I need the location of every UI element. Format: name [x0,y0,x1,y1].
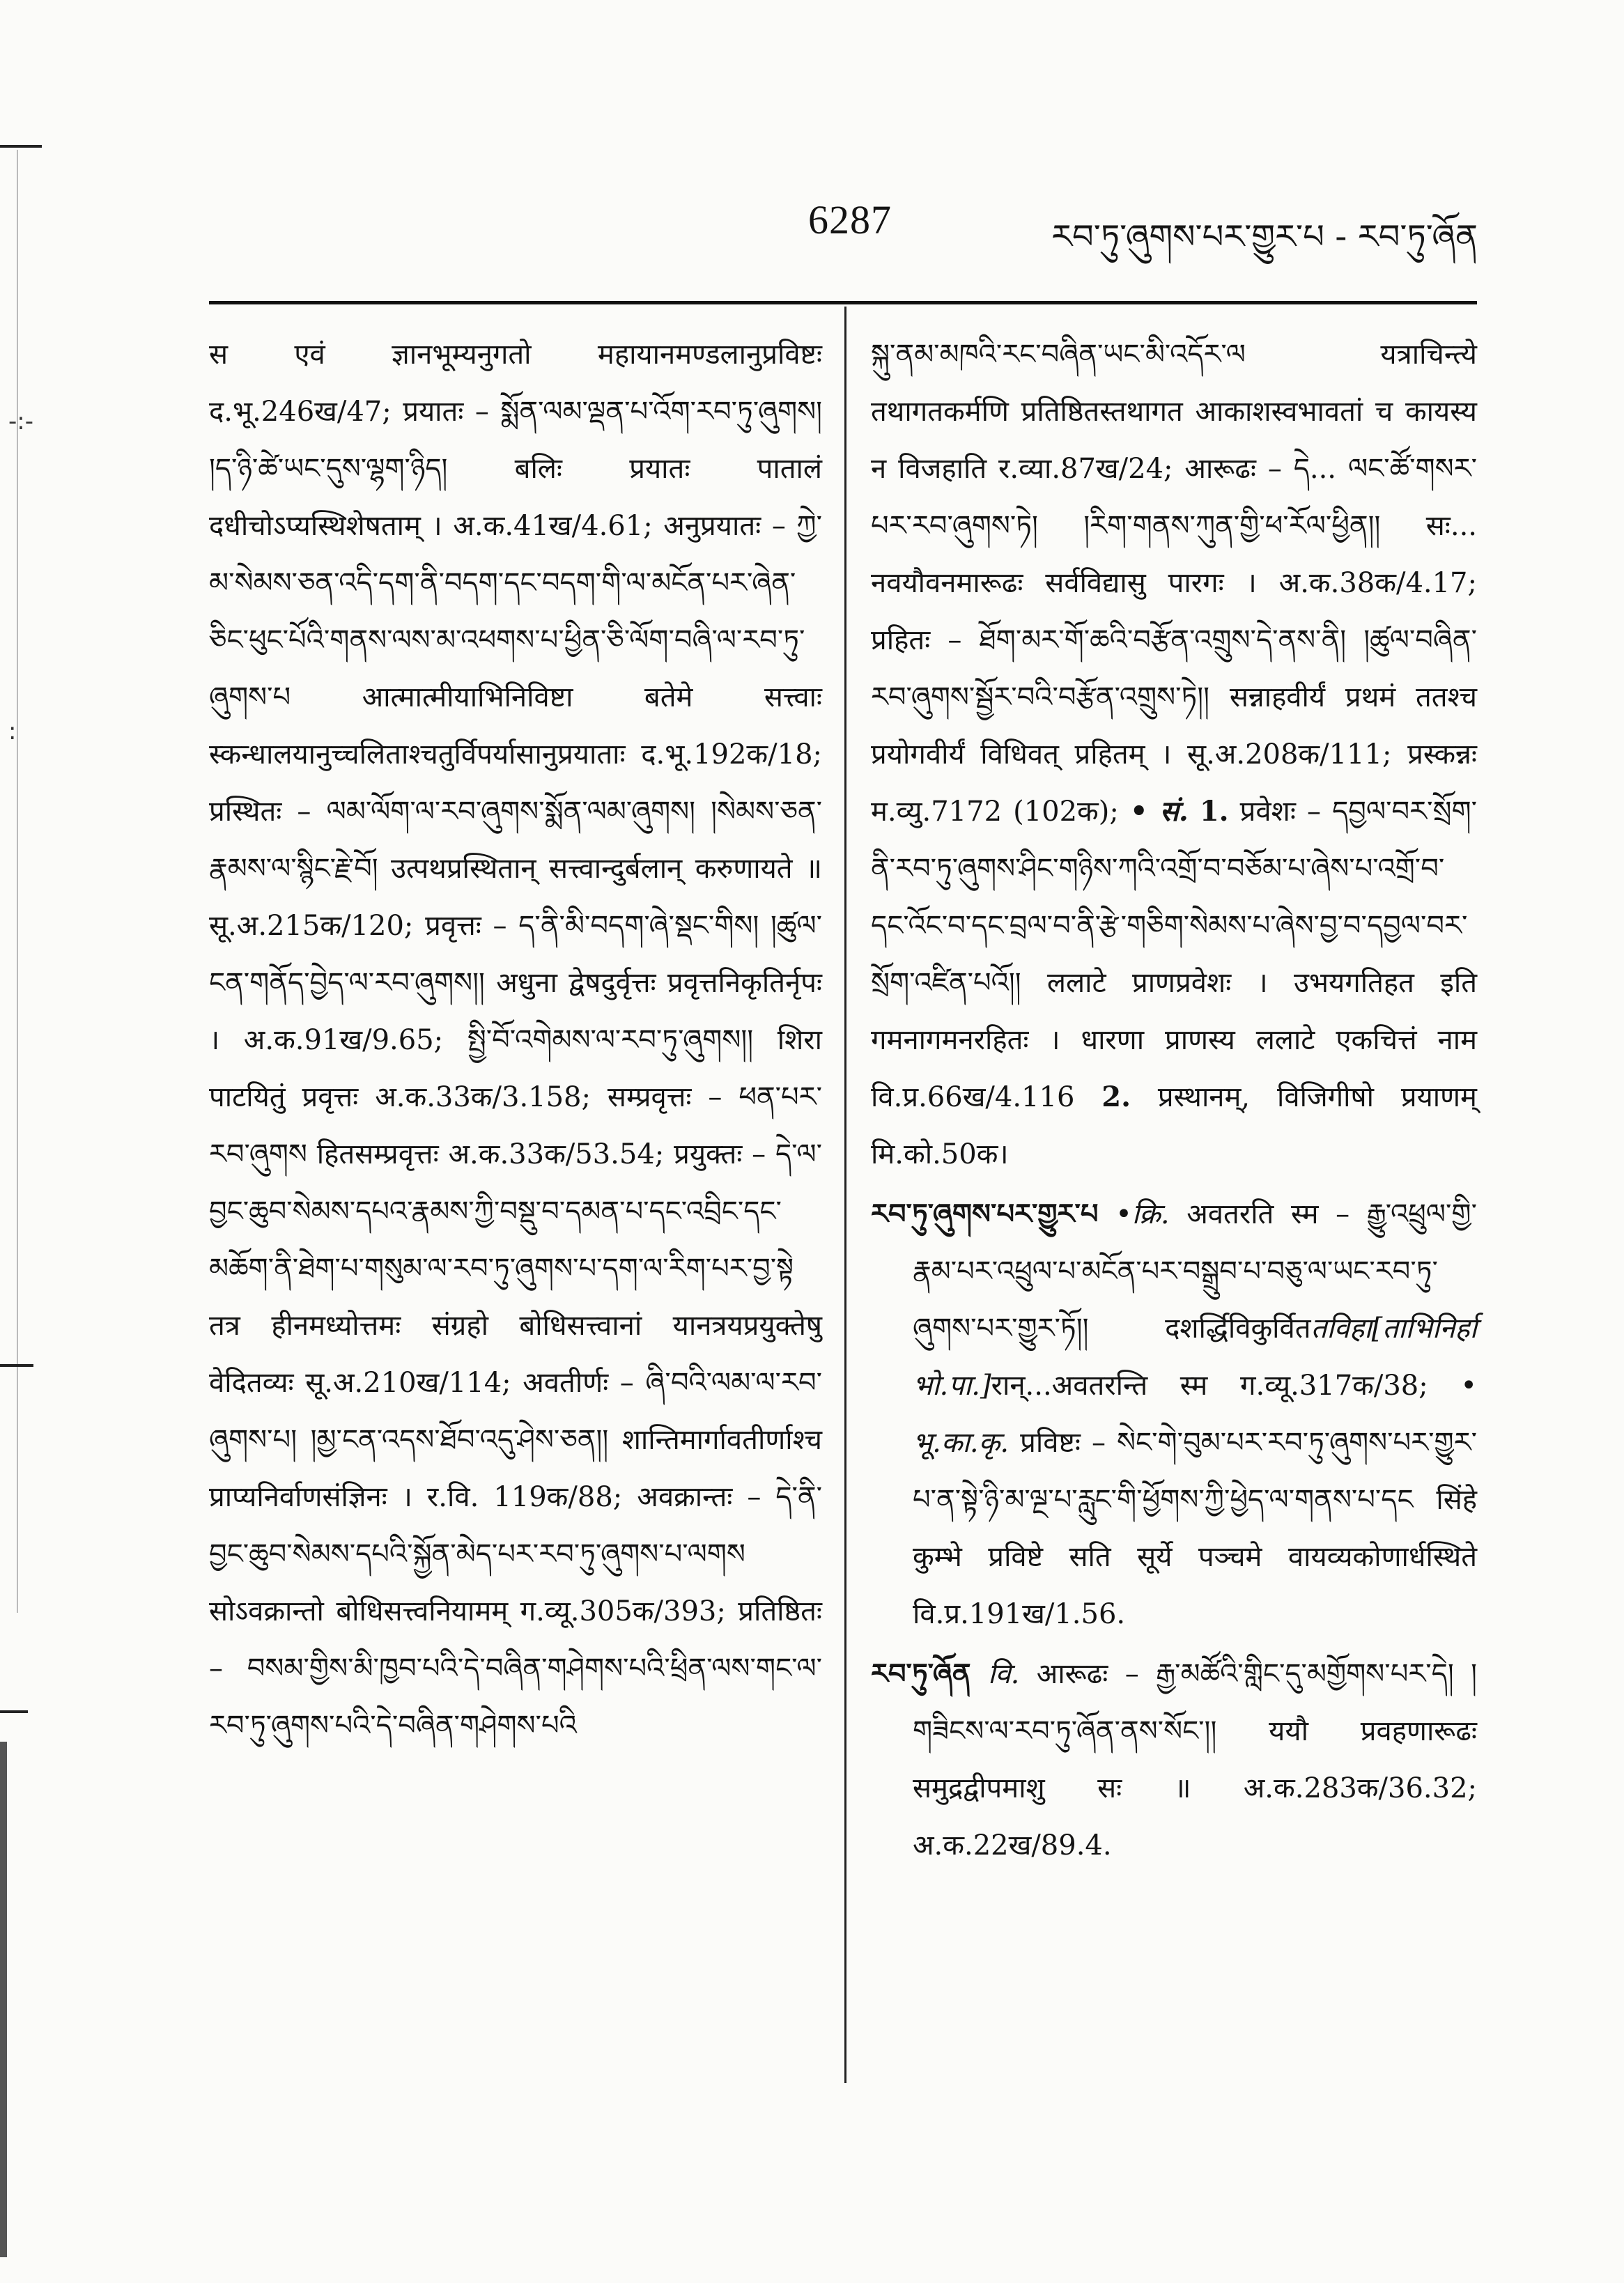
dictionary-entry [871,1186,1477,1643]
sense-number: 2. [1101,1081,1131,1113]
entry-text: रान्...अवतरन्ति स्म ग.व्यू.317क/38; [991,1370,1428,1402]
entry-continuation: स एवं ज्ञानभूम्यनुगतो महायानमण्डलानुप्रविष्टः द.भू.246ख/47; प्रयातः – སྨོན་ལམ་ལྡན་པ་འོག་རབ་ཏུ་ཞུགས། །ད་ཉི་ཚེ་ཡང་དུས་ལྷག་ཉིད། बलिः प्रयातः पातालं दधीचोऽप्यस्थिशेषताम् । अ.क.41ख/4.61; अनुप्रयातः – ཀྱེ་མ་སེམས་ཅན་འདི་དག་ནི་བདག་དང་བདག་གི་ལ་མངོན་པར་ཞེན་ཅིང་ཕུང་པོའི་གནས་ལས་མ་འཕགས་པ་ཕྱིན་ཅི་ལོག་བཞི་ལ་རབ་ཏུ་ཞུགས་པ आत्मात्मीयाभिनिविष्टा बतेमे सत्त्वाः स्कन्धालयानुच्चलिताश्चतुर्विपर्यासानुप्रयाताः द.भू.192क/18; प्रस्थितः – ལམ་ལོག་ལ་རབ་ཞུགས་སྨོན་ལམ་ཞུགས། །སེམས་ཅན་རྣམས་ལ་སྙིང་རྗེ་བོ། उत्पथप्रस्थितान् सत्त्वान्दुर्बलान् करुणायते ॥ सू.अ.215क/120; प्रवृत्तः – ད་ནི་མི་བདག་ཞེ་སྡང་གིས། །ཚུལ་ངན་གནོད་བྱེད་ལ་རབ་ཞུགས།། अधुना द्वेषदुर्वृत्तः प्रवृत्तनिकृतिर्नृपः । अ.क.91ख/9.65; སྤྱི་བོ་འགེམས་ལ་རབ་ཏུ་ཞུགས།། शिरा पाटयितुं प्रवृत्तः अ.क.33क/3.158; सम्प्रवृत्तः – ཕན་པར་རབ་ཞུགས हितसम्प्रवृत्तः अ.क.33क/53.54; प्रयुक्तः – དེ་ལ་བྱང་ཆུབ་སེམས་དཔའ་རྣམས་ཀྱི་བསྡུ་བ་དམན་པ་དང་འབྲིང་དང་མཆོག་ནི་ཐེག་པ་གསུམ་ལ་རབ་ཏུ་ཞུགས་པ་དག་ལ་རིག་པར་བྱ་སྟེ तत्र हीनमध्योत्तमः संग्रहो बोधिसत्त्वानां यानत्रयप्रयुक्तेषु वेदितव्यः सू.अ.210ख/114; अवतीर्णः – ཞི་བའི་ལམ་ལ་རབ་ཞུགས་པ། །མྱ་ངན་འདས་ཐོབ་འདུ་ཤེས་ཅན།། शान्तिमार्गावतीर्णाश्च प्राप्यनिर्वाणसंज्ञिनः । र.वि. 119क/88; अवक्रान्तः – དེ་ནི་བྱང་ཆུབ་སེམས་དཔའི་སྐྱོན་མེད་པར་རབ་ཏུ་ཞུགས་པ་ལགས सोऽवक्रान्तो बोधिसत्त्वनियामम् ग.व्यू.305क/393; प्रतिष्ठितः – བསམ་གྱིས་མི་ཁྱབ་པའི་དེ་བཞིན་གཤེགས་པའི་ཕྲིན་ལས་གང་ལ་རབ་ཏུ་ཞུགས་པའི་དེ་བཞིན་གཤེགས་པའི [209,339,822,1742]
entry-headword: རབ་ཏུ་ཞུགས་པར་གྱུར་པ [871,1198,1099,1230]
right-column [871,326,1477,1874]
entry-text: प्रविष्टः – སེང་གེ་བུམ་པར་རབ་ཏུ་ཞུགས་པར་གྱུར་པ་ན་སྟེ་ཉི་མ་ལྔ་པ་རླུང་གི་ཕྱོགས་ཀྱི་ཕྱེད་ལ་གནས་པ་དང सिंहे कुम्भे प्रविष्टे सति सूर्ये पञ्चमे वायव्यकोणार्धस्थिते वि.प्र.191ख/1.56. [913,1427,1477,1630]
scan-edge-line [17,150,18,1613]
dictionary-entry [871,1646,1477,1874]
entry-italic: तविहा[ताभिनिर्हा भो.पा.] [913,1313,1477,1402]
scan-edge-mark [0,1710,28,1713]
part-of-speech: वि. [988,1658,1020,1690]
scan-edge-dot: -:- [8,408,33,435]
scan-edge-mark [0,1364,33,1367]
scan-edge-mark-top [0,145,42,148]
scan-edge-binding [0,1742,7,2257]
running-head: རབ་ཏུ་ཞུགས་པར་གྱུར་པ - རབ་ཏུ་ཞོན [1051,217,1478,256]
part-of-speech: • भू.का.कृ. [913,1370,1477,1459]
left-column [209,326,822,1754]
entry-text: आरूढः – རྒྱ་མཚོའི་གླིང་དུ་མགྱོགས་པར་དེ། །གཟིངས་ལ་རབ་ཏུ་ཞོན་ནས་སོང་།། ययौ प्रवहणारूढः समुद्रद्वीपमाशु सः ॥ अ.क.283क/36.32; अ.क.22ख/89.4. [913,1658,1478,1862]
part-of-speech: • सं. [1129,795,1189,828]
entry-continuation [871,326,1477,1183]
entry-text: སྐུ་ནམ་མཁའི་རང་བཞིན་ཡང་མི་འདོར་ལ यत्राचिन्त्ये तथागतकर्मणि प्रतिष्ठितस्तथागत आकाशस्वभावतां च कायस्य न विजहाति र.व्या.87ख/24; आरूढः – དེ... ལང་ཚོ་གསར་པར་རབ་ཞུགས་ཏེ། །རིག་གནས་ཀུན་གྱི་ཕ་རོལ་ཕྱིན།། सः... नवयौवनमारूढः सर्वविद्यासु पारगः । अ.क.38क/4.17; प्रहितः – ཐོག་མར་གོ་ཆའི་བརྩོན་འགྲུས་དེ་ནས་ནི། །ཚུལ་བཞིན་རབ་ཞུགས་སྦྱོར་བའི་བརྩོན་འགྲུས་ཏེ།། सन्नाहवीर्यं प्रथमं ततश्च प्रयोगवीर्यं विधिवत् प्रहितम् । सू.अ.208क/111; प्रस्कन्नः म.व्यु.7172 (102क); [871,339,1477,828]
sense-number: 1. [1199,795,1229,828]
entry-headword: རབ་ཏུ་ཞོན [871,1658,971,1690]
page-number: 6287 [808,197,892,242]
header-rule [209,301,1477,304]
scan-edge-dot: : [8,718,17,745]
sense-text: प्रवेशः – དབྱལ་བར་སྲོག་ནི་རབ་ཏུ་ཞུགས་ཤིང་གཉིས་ཀའི་འགྲོ་བ་བཅོམ་པ་ཞེས་པ་འགྲོ་བ་དང་འོང་བ་དང་བྲལ་བ་ནི་རྩེ་གཅིག་སེམས་པ་ཞེས་བྱ་བ་དབྱལ་བར་སྲོག་འཛིན་པའོ།། ललाटे प्राणप्रवेशः । उभयगतिहत इति गमनागमनरहितः । धारणा प्राणस्य ललाटे एकचित्तं नाम वि.प्र.66ख/4.116 [871,796,1478,1113]
part-of-speech: •क्रि. [1115,1198,1170,1230]
entry-text: अवतरति स्म – རྒྱུ་འཕྲུལ་གྱི་རྣམ་པར་འཕྲུལ་པ་མངོན་པར་བསྒྲུབ་པ་བཅུ་ལ་ཡང་རབ་ཏུ་ཞུགས་པར་གྱུར་ཏོ།། दशर्द्धिविकुर्वित [913,1198,1477,1345]
sense-text: प्रस्थानम्, विजिगीषो प्रयाणम् मि.को.50क। [871,1081,1477,1170]
column-divider [844,307,846,2083]
